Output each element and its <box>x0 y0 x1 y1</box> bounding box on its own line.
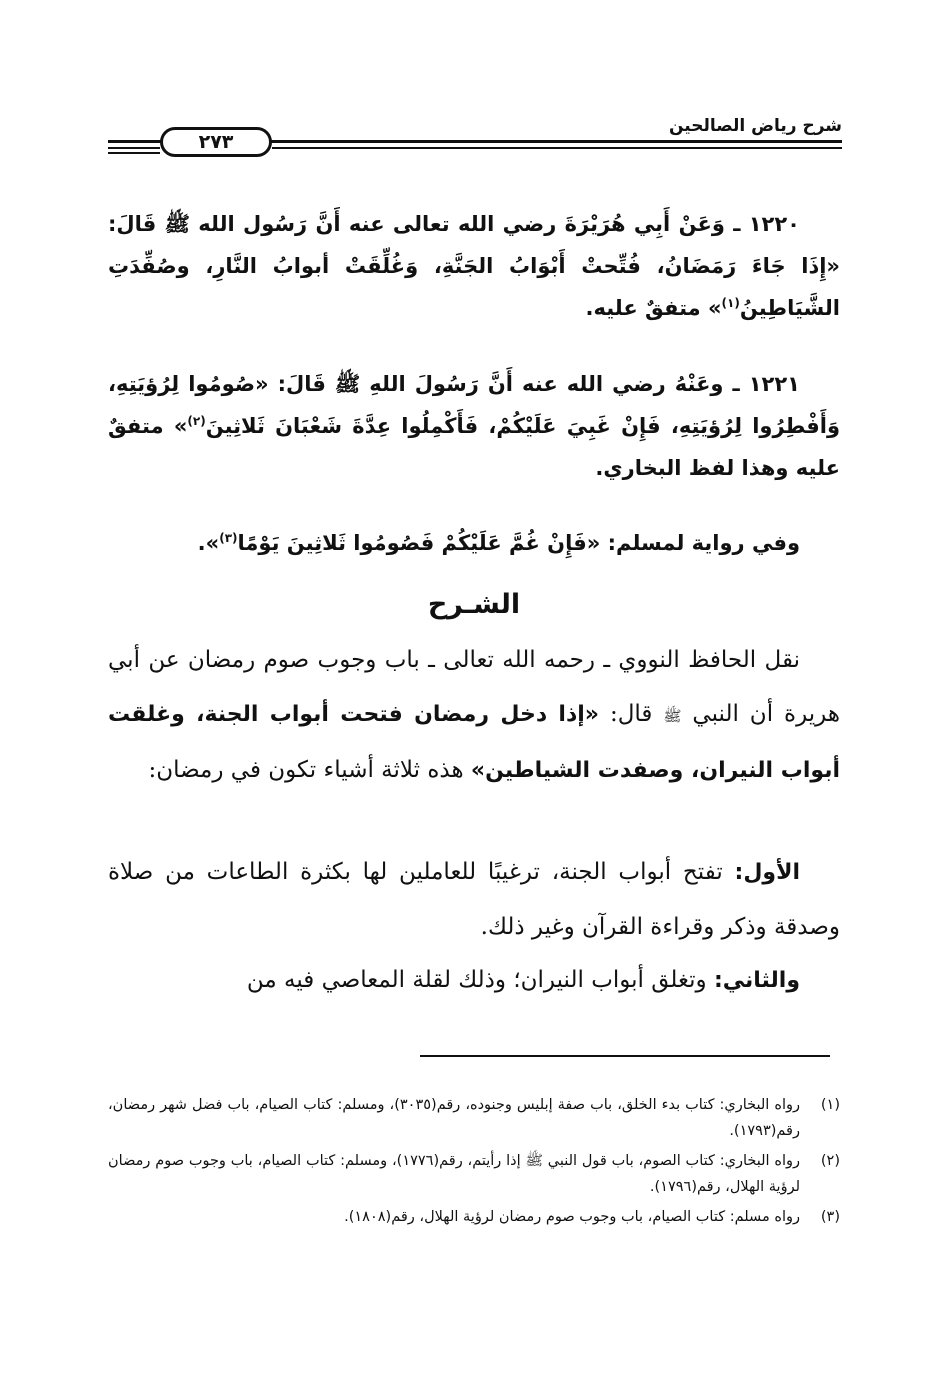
footnotes <box>108 1092 840 1234</box>
muslim-narration-closing: ». <box>197 531 220 555</box>
footnote-separator <box>420 1055 830 1057</box>
salla-glyph: ﷺ <box>663 707 682 725</box>
page-number: ٢٧٣ <box>160 127 272 157</box>
sharh-heading: الشـرح <box>427 589 521 620</box>
muslim-narration-text: وفي رواية لمسلم: «فَإِنْ غُمَّ عَلَيْكُمْ فَصُومُوا ثَلاثِينَ يَوْمًا <box>237 531 800 555</box>
footnote-text: رواه البخاري: كتاب بدء الخلق، باب صفة إبليس وجنوده، رقم(٣٠٣٥)، ومسلم: كتاب الصيام، باب فضل شهر رمضان، رقم(١٧٩٣). <box>108 1097 800 1139</box>
sharh-p1-c: هذه ثلاثة أشياء تكون في رمضان: <box>148 757 471 783</box>
footnote-1 <box>108 1092 840 1144</box>
footnote-number: (١) <box>820 1097 840 1113</box>
hadith-1220-closing: » متفقٌ عليه. <box>585 296 722 320</box>
footnote-2 <box>108 1148 840 1200</box>
footnote-number: (٣) <box>820 1209 840 1225</box>
header-rule-thin-right <box>272 147 842 149</box>
footnote-3 <box>108 1204 840 1230</box>
sharh-p3-text: وتغلق أبواب النيران؛ وذلك لقلة المعاصي فيه من <box>246 967 714 993</box>
header-rule-thin-left <box>108 147 160 149</box>
footnote-ref-2[interactable]: (٢) <box>187 414 206 428</box>
header-rule-thin-bottom <box>108 152 160 154</box>
footnote-ref-1[interactable]: (١) <box>721 296 740 310</box>
sharh-p1-a: نقل الحافظ النووي ـ رحمه الله تعالى ـ باب وجوب صوم رمضان عن أبي هريرة أن النبي <box>108 647 840 727</box>
sharh-paragraph-3 <box>108 953 840 1008</box>
hadith-1220 <box>108 203 840 329</box>
footnote-text: رواه مسلم: كتاب الصيام، باب وجوب صوم رمضان لرؤية الهلال، رقم(١٨٠٨). <box>344 1209 800 1225</box>
sharh-p1-quote: «إذا دخل رمضان فتحت أبواب الجنة، وغلقت أبواب النيران، وصفدت الشياطين» <box>108 702 840 783</box>
sharh-p2-text: تفتح أبواب الجنة، ترغيبًا للعاملين لها بكثرة الطاعات من صلاة وصدقة وذكر وقراءة القرآن وغير ذلك. <box>108 859 840 940</box>
muslim-narration <box>108 522 840 564</box>
footnote-ref-3[interactable]: (٣) <box>219 531 238 545</box>
sharh-p1-b: قال: <box>599 701 664 727</box>
page-header <box>108 110 842 160</box>
sharh-paragraph-2 <box>108 845 840 954</box>
hadith-1220-text: ١٢٢٠ ـ وَعَنْ أَبِي هُرَيْرَةَ رضي الله تعالى عنه أَنَّ رَسُول الله ﷺ قَالَ: «إِذَا جَاءَ رَمَضَانُ، فُتِّحتْ أَبْوَابُ الجَنَّةِ، وَغُلِّقَتْ أبوابُ النَّارِ، وصُفِّدَتِ الشَّيَاطِينُ <box>108 212 840 320</box>
sharh-paragraph-1 <box>108 633 840 798</box>
sharh-p3-lead: والثاني: <box>713 968 800 993</box>
hadith-1221-closing: » متفقٌ عليه وهذا لفظ البخاري. <box>108 414 840 480</box>
footnote-text: رواه البخاري: كتاب الصوم، باب قول النبي ﷺ إذا رأيتم، رقم(١٧٧٦)، ومسلم: كتاب الصيام، باب وجوب صوم رمضان لرؤية الهلال، رقم(١٧٩٦). <box>108 1153 800 1195</box>
running-title: شرح رياض الصالحين <box>668 116 842 136</box>
sharh-p2-lead: الأول: <box>734 860 800 885</box>
footnote-number: (٢) <box>820 1153 840 1169</box>
hadith-1221-text: ١٢٢١ ـ وعَنْهُ رضي الله عنه أَنَّ رَسُولَ اللهِ ﷺ قَالَ: «صُومُوا لِرُؤيَتِهِ، وَأَفْطِرُوا لِرُؤيَتِهِ، فَإِنْ غَبِيَ عَلَيْكُمْ، فَأَكْمِلُوا عِدَّةَ شَعْبَانَ ثَلاثِينَ <box>108 372 840 438</box>
hadith-1221 <box>108 363 840 489</box>
